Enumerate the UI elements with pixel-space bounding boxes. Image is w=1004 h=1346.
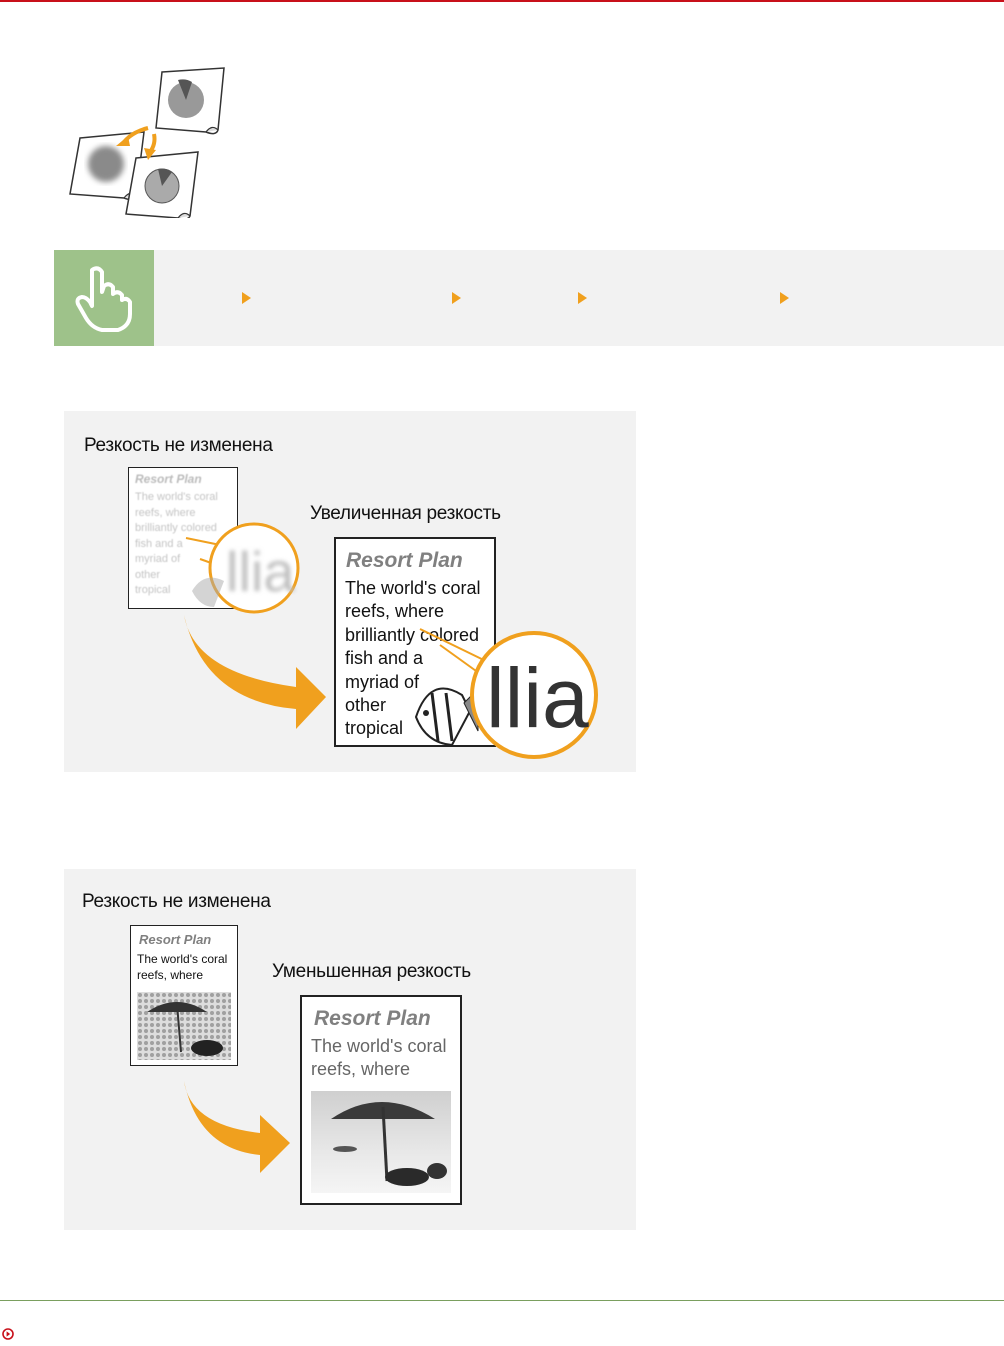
label-sharpness-decreased: Уменьшенная резкость — [272, 961, 471, 982]
breadcrumb-arrow-icon — [242, 292, 251, 304]
sharpness-increase-illustration — [64, 411, 636, 772]
top-rule — [0, 0, 1004, 2]
doc-title: Resort Plan — [314, 1007, 431, 1030]
hand-pointer-icon — [54, 250, 154, 346]
breadcrumb-arrow-icon — [452, 292, 461, 304]
panel1-overlay — [64, 411, 636, 772]
transform-arrow-icon — [184, 615, 326, 729]
label-sharpness-increased: Увеличенная резкость — [310, 503, 501, 524]
menu-path-bar — [54, 250, 1004, 346]
label-sharpness-unchanged: Резкость не изменена — [82, 891, 271, 912]
transform-arrow-icon — [184, 1081, 290, 1173]
label-sharpness-unchanged: Резкость не изменена — [84, 435, 273, 456]
doc-body: The world's coral reefs, where — [137, 952, 228, 982]
sharpness-decrease-illustration — [64, 869, 636, 1230]
doc-body: The world's coral reefs, where — [311, 1036, 447, 1080]
link-arrow-icon[interactable] — [2, 1328, 14, 1340]
doc-body: The world's coral reefs, where brilliantly colored fish and a myriad of other tropical — [345, 578, 481, 739]
doc-body: The world's coral reefs, where brilliantly colored fish and a myriad of other tropical — [135, 491, 218, 596]
sharpness-pages-icon — [66, 66, 234, 218]
fish-icon — [416, 689, 478, 745]
doc-title: Resort Plan — [135, 472, 202, 486]
breadcrumb-arrow-icon — [578, 292, 587, 304]
panel2-overlay — [64, 869, 636, 1230]
magnifier-text-blurred: llia — [226, 540, 295, 603]
breadcrumb-arrow-icon — [780, 292, 789, 304]
doc-title: Resort Plan — [139, 932, 212, 947]
bottom-rule — [0, 1300, 1004, 1301]
doc-title: Resort Plan — [346, 549, 463, 572]
magnifier-text-sharp: llia — [486, 651, 589, 745]
